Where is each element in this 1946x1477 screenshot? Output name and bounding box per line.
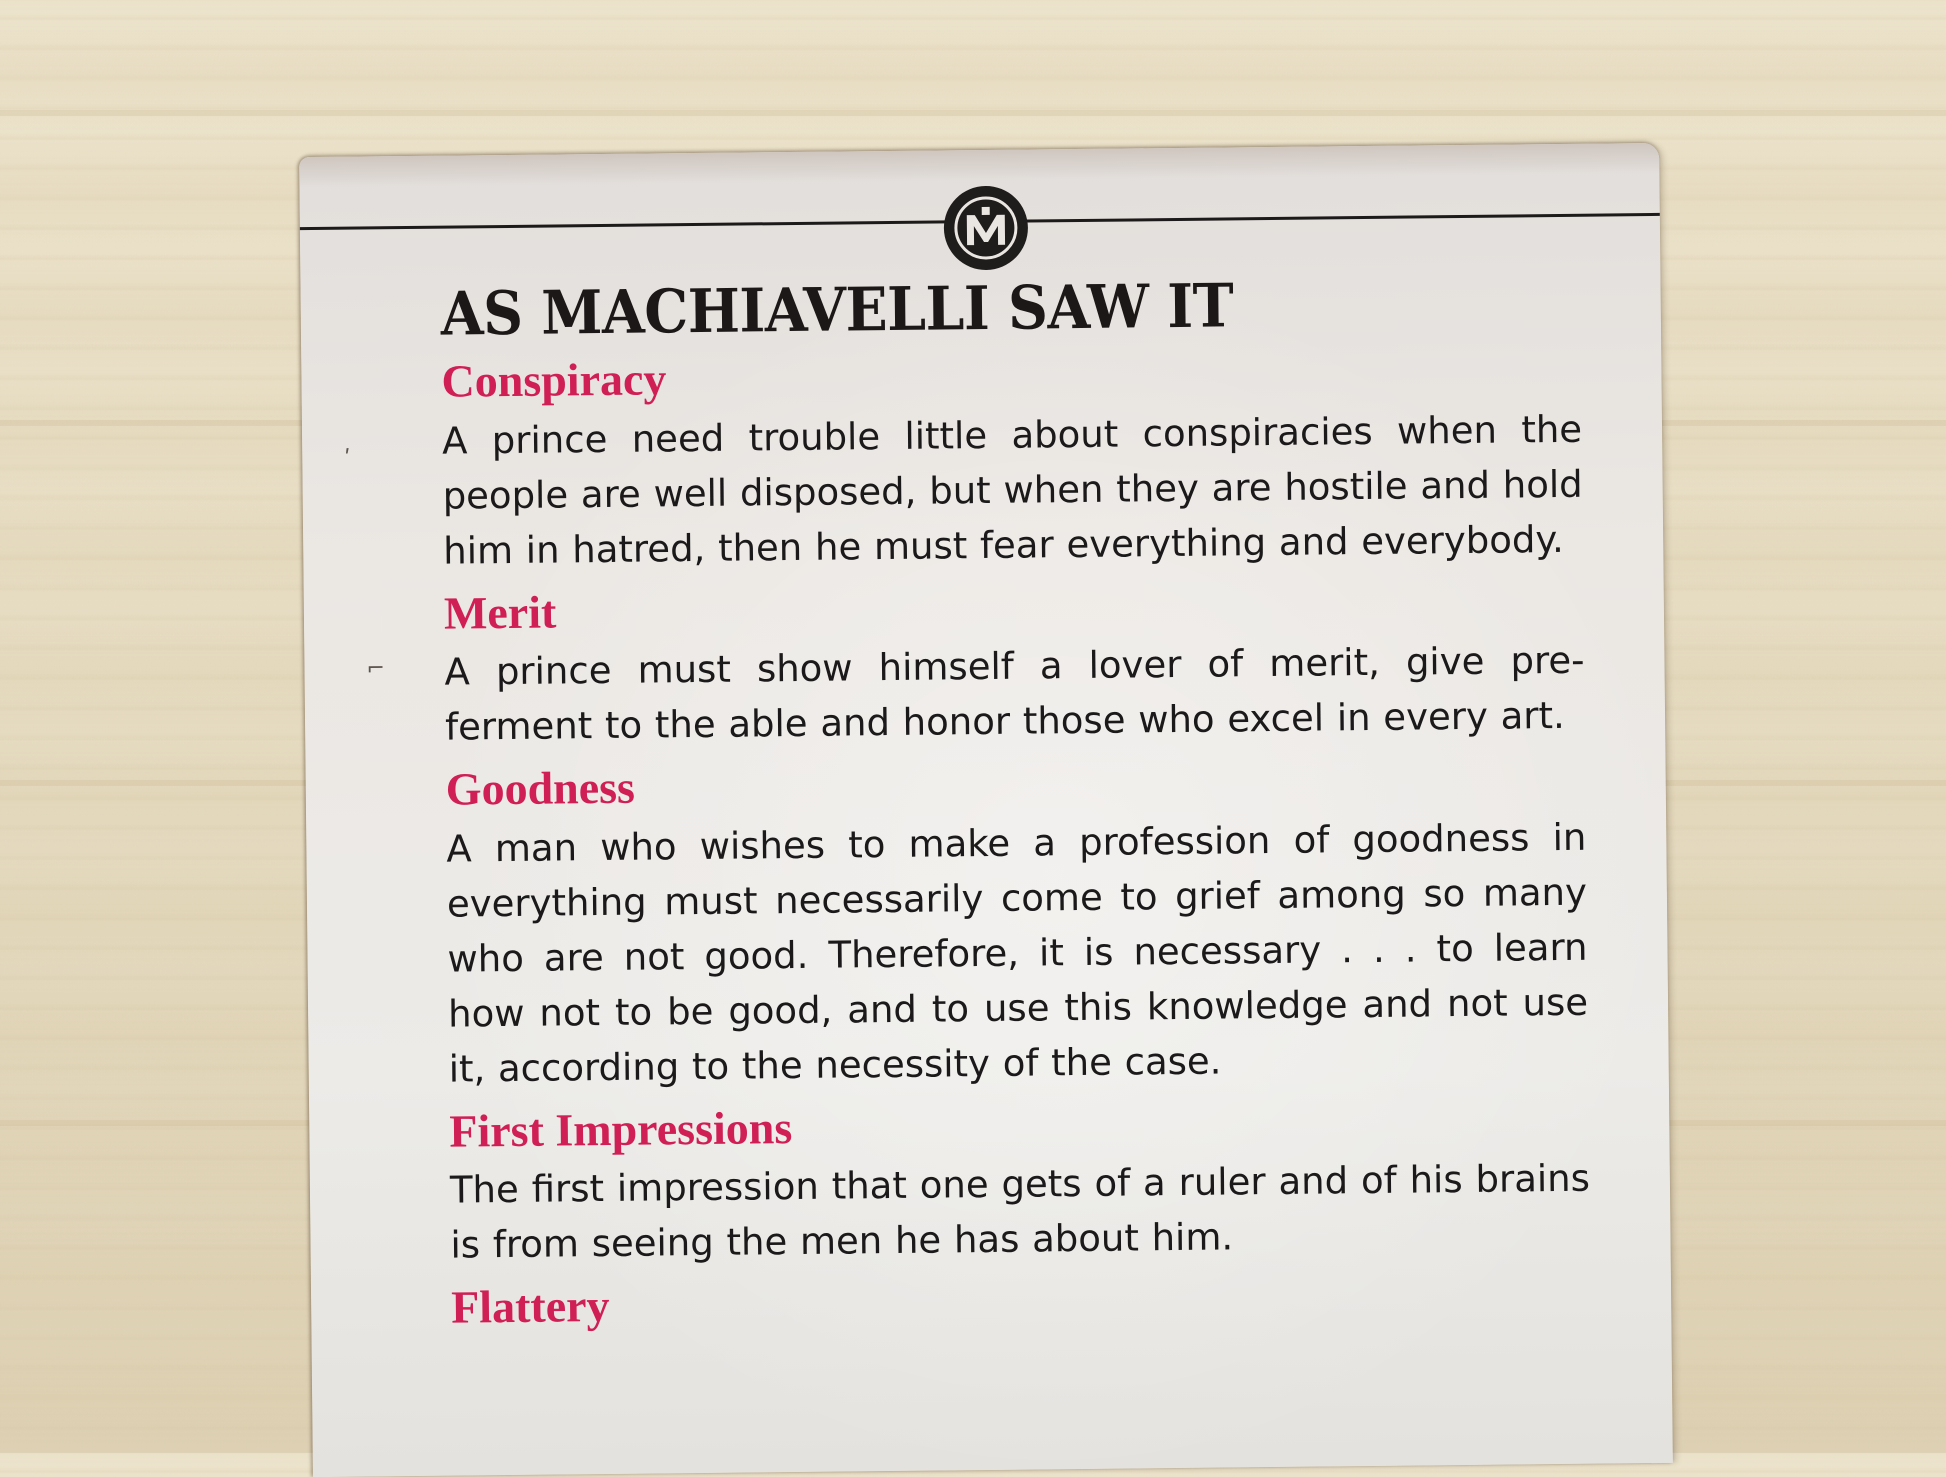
section-heading: Conspiracy <box>441 353 667 407</box>
section-first-impressions <box>449 1094 1591 1273</box>
cover-text-block <box>440 272 1591 1340</box>
pencil-mark-icon: ⌐ <box>366 656 386 682</box>
section-text: A man who wishes to make a profession of goodness in everything must necessarily come to grief among so many who are not good. Therefore, it is necessary . . . to learn how not to be good, and to use this knowledge and not use it, according to the necessity of the case. <box>446 815 1589 1091</box>
section-text: A prince need trouble little about conspiracies when the people are well disposed, but when they are hostile and hold him in hatred, then he must fear everything and everybody. <box>441 407 1583 573</box>
pencil-mark-icon: ʹ <box>344 446 351 472</box>
book-section-title: AS MACHIAVELLI SAW IT <box>440 271 1234 350</box>
section-merit <box>444 576 1586 755</box>
logo-m-icon <box>951 193 1022 264</box>
section-conspiracy <box>441 345 1583 579</box>
section-heading: Goodness <box>445 761 636 815</box>
section-heading: Flattery <box>450 1280 610 1334</box>
cover-top-edge <box>299 143 1659 187</box>
section-heading: First Impressions <box>449 1101 793 1157</box>
section-goodness <box>445 753 1588 1097</box>
publisher-logo-icon <box>943 186 1028 271</box>
section-text: The first impression that one gets of a ruler and of his brains is from seeing the men he has about him. <box>449 1157 1591 1268</box>
wood-grain <box>0 110 1946 116</box>
book-back-cover <box>299 143 1673 1477</box>
section-flattery <box>451 1271 1591 1334</box>
section-heading: Merit <box>443 586 557 639</box>
section-text: A prince must show himself a lover of merit, give pre-ferment to the able and honor those who excel in every art. <box>444 638 1585 749</box>
